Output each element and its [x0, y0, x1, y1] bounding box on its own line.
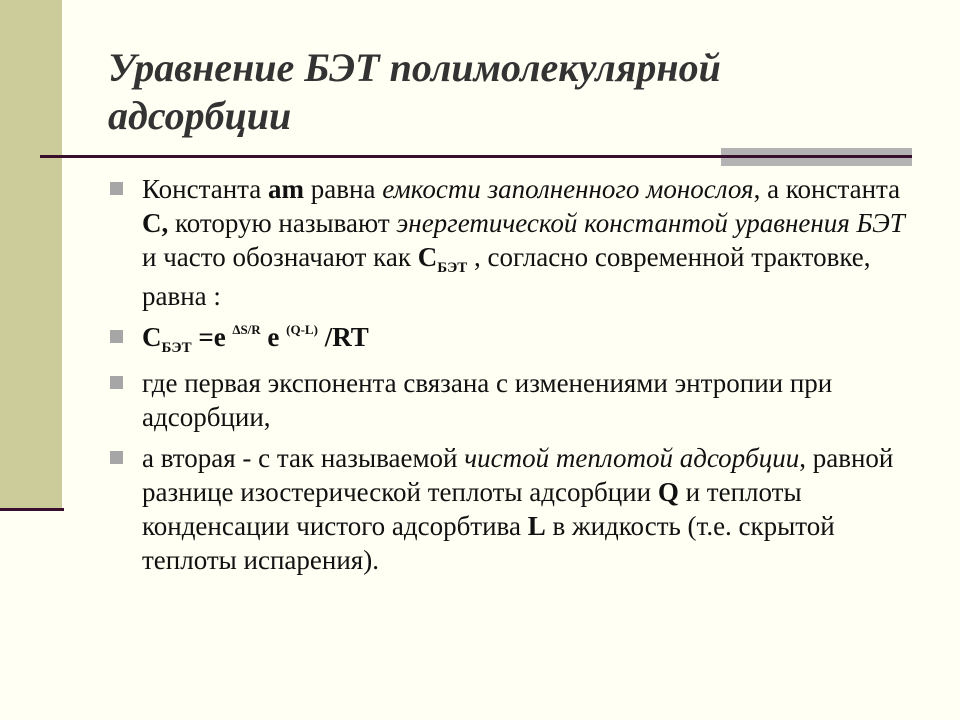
text-run: , а константа [753, 174, 901, 204]
text-run: и часто обозначают как [142, 242, 418, 272]
bullet-item [110, 441, 910, 577]
slide-title: Уравнение БЭТ полимолекулярной адсорбции [108, 45, 721, 138]
italic-term: чистой теплотой адсорбции [464, 443, 800, 473]
text-run: равна [304, 174, 383, 204]
subscript-bet: БЭТ [161, 340, 192, 356]
bullet-item-formula [110, 320, 910, 359]
bullet-item [110, 172, 910, 313]
italic-term: емкости заполненного монослоя [382, 174, 754, 204]
text-run: , равной разнице изостерической теплоты адсорбции [142, 443, 894, 507]
title-divider-accent-line [721, 155, 912, 158]
bold-term-l: L [527, 511, 546, 541]
subscript-bet: БЭТ [437, 260, 468, 276]
bullet-item [110, 366, 910, 434]
bold-term-q: Q [657, 477, 679, 507]
left-accent-bar-line [0, 508, 64, 511]
square-bullet-icon [110, 451, 123, 464]
square-bullet-icon [110, 330, 123, 343]
bold-term-am: am [268, 174, 305, 204]
text-run: , согласно современной трактовке, равна : [142, 242, 871, 311]
superscript-entropy: ∆S/R [232, 322, 261, 337]
square-bullet-icon [110, 376, 123, 389]
left-accent-bar [0, 0, 62, 510]
formula-e: е [260, 322, 287, 352]
text-run: а вторая - с так называемой [142, 443, 465, 473]
square-bullet-icon [110, 182, 123, 195]
text-run: в жидкость (т.е. скрытой теплоты испарения). [142, 511, 835, 575]
text-run: Константа [142, 174, 269, 204]
bold-term-c: С, [142, 208, 169, 238]
text-run: и теплоты конденсации чистого адсорбтива [142, 477, 802, 541]
slide-content [110, 172, 910, 584]
bullet-text [142, 443, 893, 575]
formula-rt: /RT [317, 322, 369, 352]
bullet-text [142, 174, 905, 311]
bullet-text: где первая экспонента связана с изменениями энтропии при адсорбции, [142, 368, 833, 432]
formula-equals-e: =е [191, 322, 233, 352]
bold-symbol-c: С [417, 242, 438, 272]
formula-text [142, 322, 369, 356]
formula-symbol-c: С [142, 322, 162, 352]
italic-term: энергетической константой уравнения БЭТ [396, 208, 905, 238]
superscript-heat: (Q-L) [286, 322, 318, 337]
text-run: которую называют [168, 208, 397, 238]
